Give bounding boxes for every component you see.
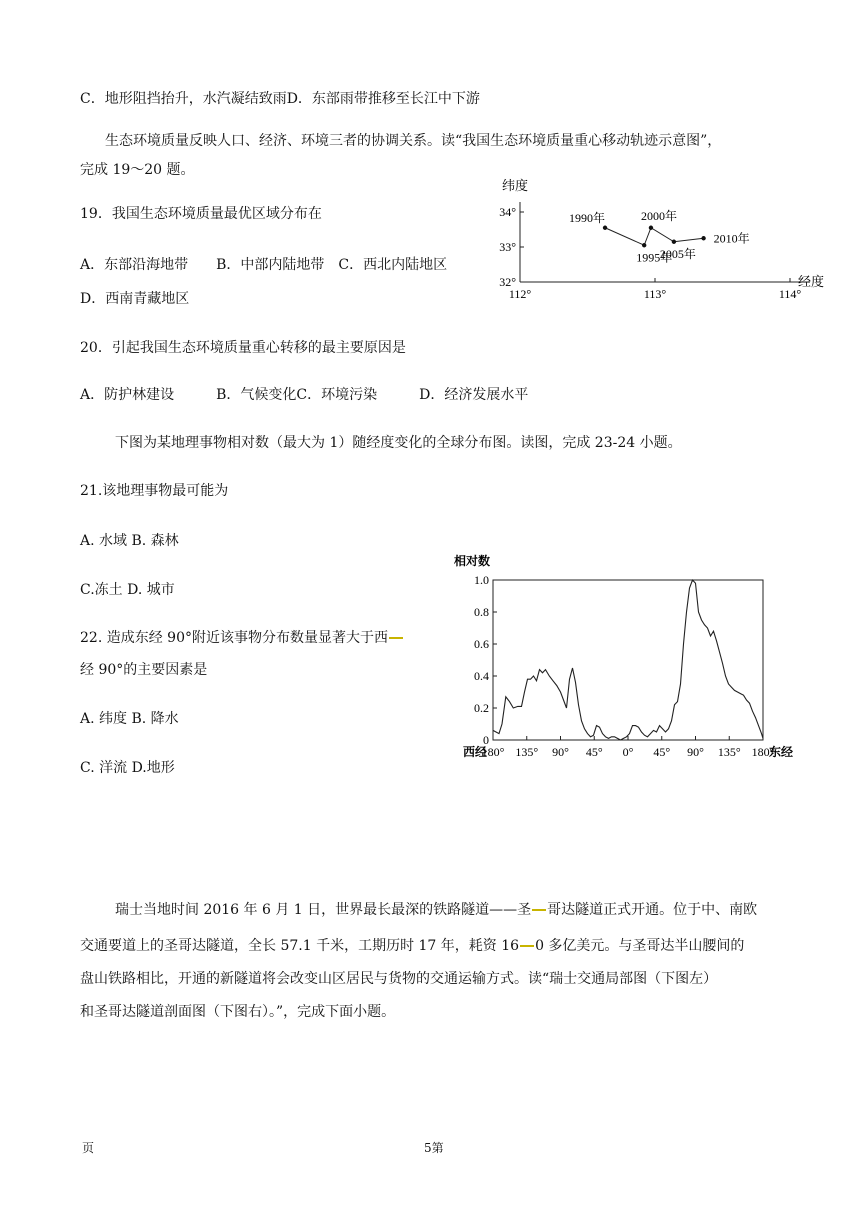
x-tick-label: 90°: [552, 745, 569, 759]
intro-19-20-line2: 完成 19～20 题。: [80, 162, 195, 178]
q22-options-line2: C. 洋流 D.地形: [80, 760, 175, 776]
q21-stem: 21.该地理事物最可能为: [80, 483, 229, 499]
relative-count-line: [493, 580, 763, 740]
highlight-mark: [532, 909, 546, 911]
centroid-chart-group: [499, 178, 824, 301]
plot-frame: [493, 580, 763, 740]
point-label: 1990年: [569, 210, 606, 225]
x-tick-label: 0°: [622, 745, 634, 759]
x-tick-label: 112°: [508, 287, 532, 301]
footer-left: 页: [82, 1141, 95, 1155]
passage-line1-b: 哥达隧道正式开通。位于中、南欧: [547, 902, 758, 918]
trajectory-point: [649, 226, 653, 230]
relative-count-chart-group: [454, 553, 793, 759]
relative-count-chart: [448, 548, 828, 768]
trajectory-point: [672, 240, 676, 244]
y-tick-label: 0.8: [474, 605, 489, 619]
y-tick-label: 0.4: [474, 669, 489, 683]
passage-line1: [115, 903, 757, 917]
highlight-mark: [389, 637, 403, 639]
y-tick-label: 33°: [499, 240, 516, 254]
passage-line3: 盘山铁路相比，开通的新隧道将会改变山区居民与货物的交通运输方式。读“瑞士交通局部图（下图左）: [80, 971, 718, 987]
passage-line2: [80, 939, 744, 953]
trajectory-point: [642, 243, 646, 247]
highlight-mark: [520, 945, 534, 947]
y-axis-label: 纬度: [502, 178, 529, 193]
passage-line4: 和圣哥达隧道剖面图（下图右）。”，完成下面小题。: [80, 1004, 396, 1020]
y-tick-label: 1.0: [474, 573, 489, 587]
q20-stem: 20．引起我国生态环境质量重心转移的最主要原因是: [80, 340, 406, 356]
x-tick-label: 113°: [643, 287, 667, 301]
trajectory-point: [603, 226, 607, 230]
q21-options-line1: A. 水域 B. 森林: [80, 533, 179, 549]
y-tick-label: 0.6: [474, 637, 489, 651]
q22-stem-text: 22. 造成东经 90°附近该事物分布数量显著大于西: [80, 630, 388, 646]
y-tick-label: 34°: [499, 205, 516, 219]
q20-options: A．防护林建设 B．气候变化C．环境污染 D．经济发展水平: [80, 387, 529, 403]
x-tick-label: 45°: [585, 745, 603, 759]
x-left-label: 西经: [462, 745, 487, 759]
trajectory-point: [701, 236, 705, 240]
q22-stem-line2: 经 90°的主要因素是: [80, 662, 208, 678]
point-label: 2005年: [659, 246, 696, 261]
x-tick-label: 90°: [687, 745, 704, 759]
y-tick-label: 0.2: [474, 701, 489, 715]
x-tick-label: 180°: [481, 745, 505, 759]
point-label: 1995年: [636, 250, 673, 265]
q21-options-line2: C.冻土 D. 城市: [80, 582, 175, 598]
passage-line2-b: 0 多亿美元。与圣哥达半山腰间的: [535, 938, 745, 954]
centroid-trajectory-chart: [480, 172, 830, 312]
point-label: 2000年: [640, 208, 677, 223]
page-number: 5第: [424, 1141, 444, 1155]
y-tick-label: 32°: [499, 275, 516, 289]
q22-options-line1: A. 纬度 B. 降水: [80, 711, 179, 727]
q18-options-cd: C．地形阻挡抬升，水汽凝结致雨D．东部雨带推移至长江中下游: [80, 91, 480, 107]
x-tick-label: 114°: [778, 287, 802, 301]
q19-options-line1: A．东部沿海地带 B．中部内陆地带 C．西北内陆地区: [80, 257, 448, 273]
q19-stem: 19．我国生态环境质量最优区域分布在: [80, 206, 322, 222]
passage-line1-a: 瑞士当地时间 2016 年 6 月 1 日，世界最长最深的铁路隧道——圣: [115, 902, 532, 918]
x-axis-label: 经度: [798, 274, 825, 289]
q22-stem-line1: [80, 631, 404, 645]
intro-19-20-line1: 生态环境质量反映人口、经济、环境三者的协调关系。读“我国生态环境质量重心移动轨迹示意图”，: [105, 133, 722, 149]
y-axis-label: 相对数: [454, 554, 491, 568]
x-tick-label: 45°: [653, 745, 671, 759]
x-tick-label: 135°: [515, 745, 539, 759]
q19-options-line2: D．西南青藏地区: [80, 291, 190, 307]
point-label: 2010年: [713, 231, 750, 246]
y-tick-label: 0: [483, 733, 489, 747]
trajectory-line: [605, 228, 704, 246]
intro-21-22: 下图为某地理事物相对数（最大为 1）随经度变化的全球分布图。读图，完成 23-24 小题。: [115, 435, 682, 451]
x-tick-label: 180°: [751, 745, 775, 759]
x-right-label: 东经: [769, 745, 794, 759]
passage-line2-a: 交通要道上的圣哥达隧道，全长 57.1 千米，工期历时 17 年，耗资 16: [80, 938, 520, 954]
x-tick-label: 135°: [717, 745, 741, 759]
